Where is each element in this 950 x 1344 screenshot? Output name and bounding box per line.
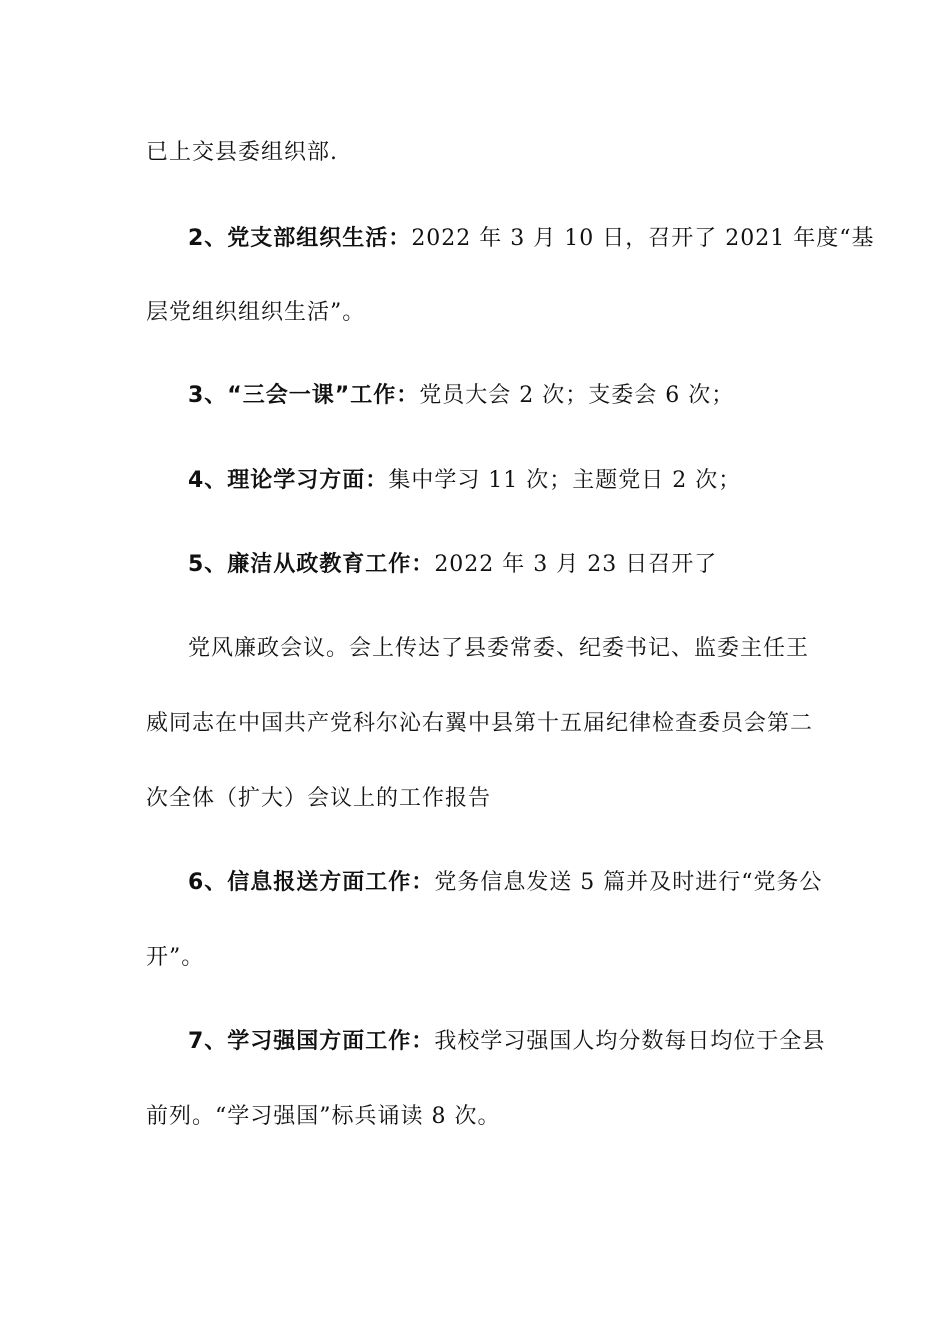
paragraph-line: [188, 466, 806, 496]
line-text: 已上交县委组织部.: [146, 140, 338, 165]
paragraph-line: [146, 138, 806, 168]
item-heading: 6、信息报送方面工作：: [188, 870, 435, 895]
item-heading: 3、“三会一课”工作：: [188, 383, 420, 408]
line-text: 开”。: [146, 945, 205, 970]
item-heading: 4、理论学习方面：: [188, 468, 389, 493]
line-text: 党风廉政会议。会上传达了县委常委、纪委书记、监委主任王: [188, 636, 810, 661]
line-text: 我校学习强国人均分数每日均位于全县: [434, 1029, 826, 1054]
paragraph-line: [188, 381, 806, 411]
paragraph-line: [146, 1102, 806, 1132]
line-text: 党务信息发送 5 篇并及时进行“党务公: [434, 870, 823, 895]
paragraph-line: [188, 224, 875, 254]
paragraph-line: [188, 634, 810, 664]
paragraph-line: [188, 868, 823, 898]
paragraph-line: [188, 550, 806, 580]
line-text: 党员大会 2 次；支委会 6 次；: [419, 383, 735, 408]
line-text: 集中学习 11 次；主题党日 2 次；: [388, 468, 742, 493]
paragraph-line: [146, 784, 806, 814]
paragraph-line: [146, 709, 814, 739]
item-heading: 5、廉洁从政教育工作：: [188, 552, 435, 577]
line-text: 前列。“学习强国”标兵诵读 8 次。: [146, 1104, 501, 1129]
line-text: 2022 年 3 月 23 日召开了: [434, 552, 718, 577]
item-heading: 7、学习强国方面工作：: [188, 1029, 435, 1054]
line-text: 威同志在中国共产党科尔沁右翼中县第十五届纪律检查委员会第二: [146, 711, 814, 736]
paragraph-line: [146, 298, 806, 328]
line-text: 次全体（扩大）会议上的工作报告: [146, 786, 492, 811]
paragraph-line: [188, 1027, 826, 1057]
line-text: 2022 年 3 月 10 日，召开了 2021 年度“基: [411, 226, 875, 251]
line-text: 层党组织组织生活”。: [146, 300, 366, 325]
item-heading: 2、党支部组织生活：: [188, 226, 412, 251]
paragraph-line: [146, 943, 806, 973]
